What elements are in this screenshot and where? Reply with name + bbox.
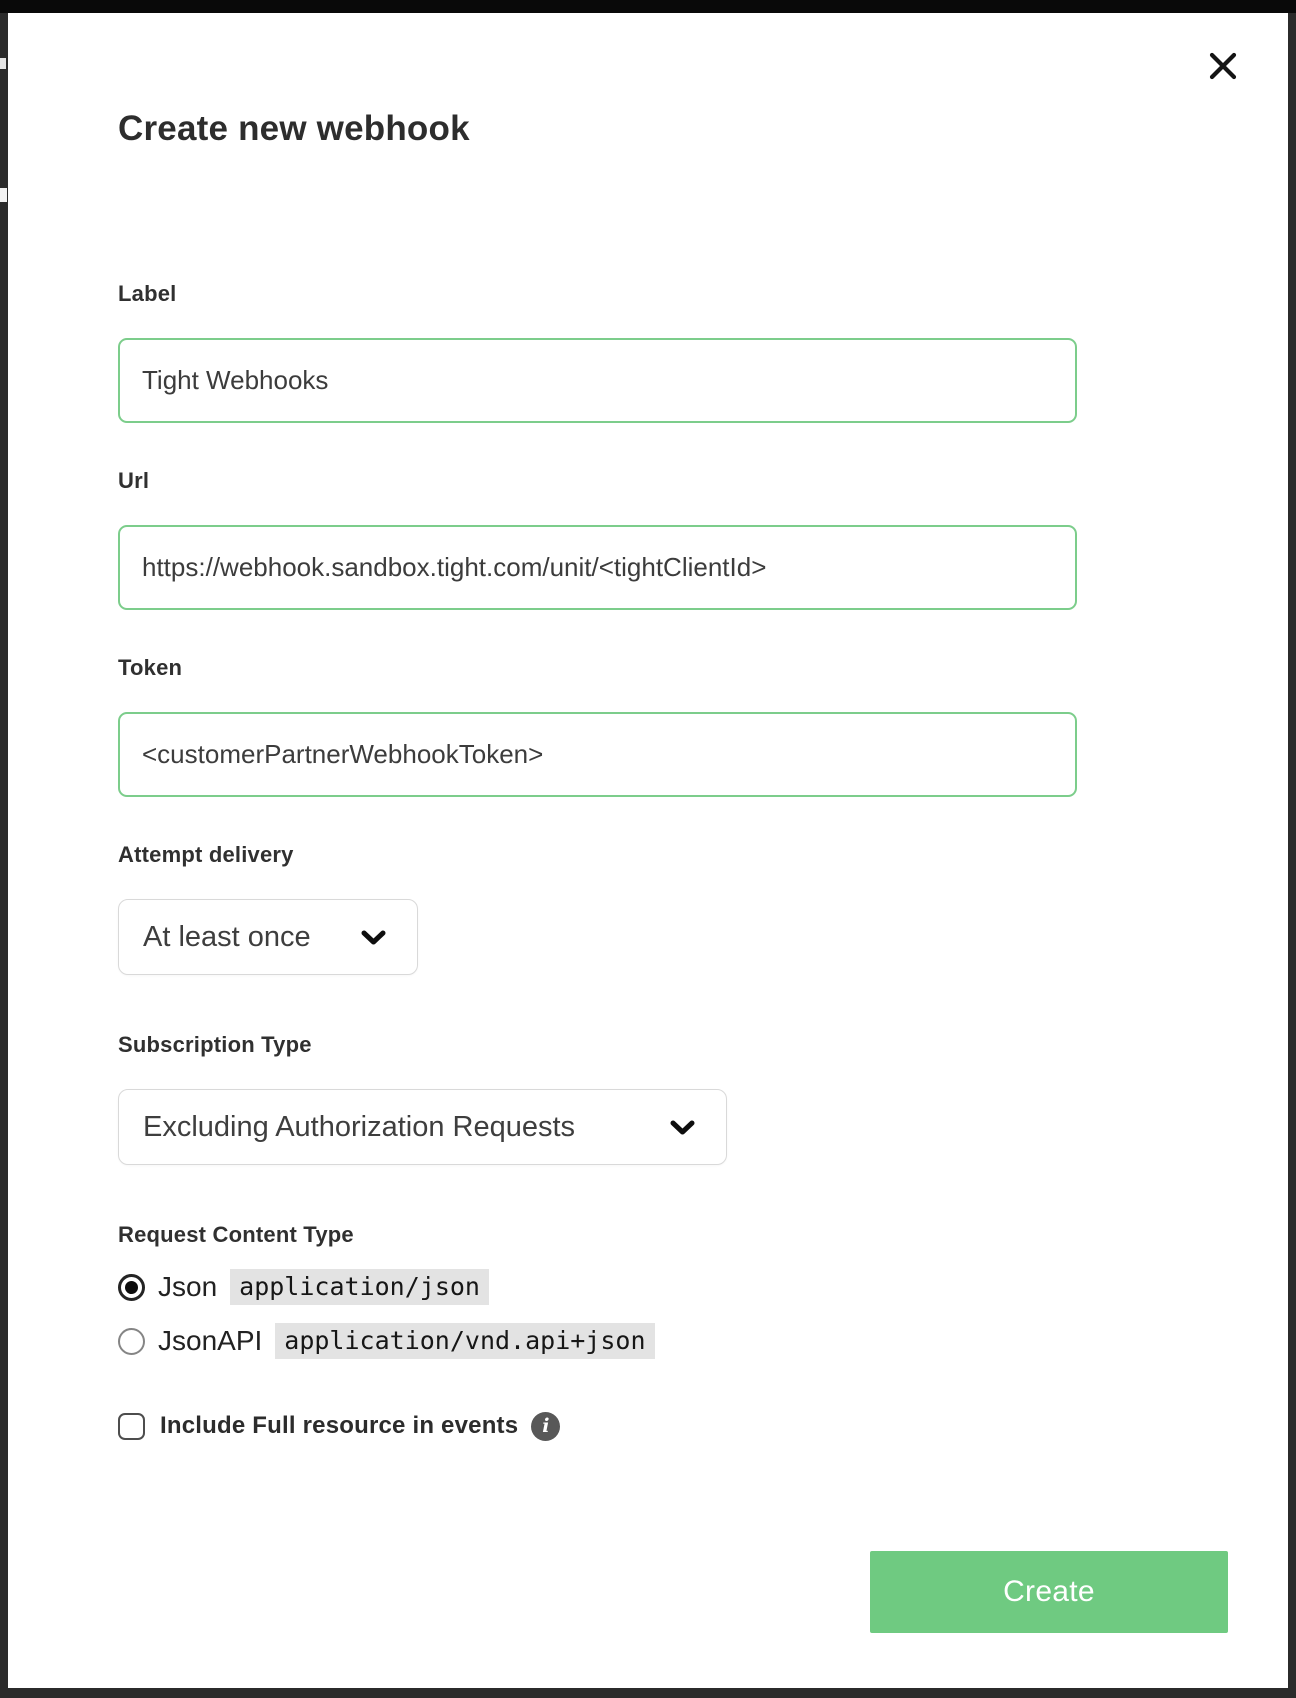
subscription-type-group xyxy=(118,1031,1228,1165)
token-field-group xyxy=(118,654,1228,797)
webhook-form xyxy=(118,280,1228,1633)
attempt-delivery-group xyxy=(118,841,1228,975)
radio-label-json: Json xyxy=(158,1271,218,1302)
request-content-type-group xyxy=(118,1221,1228,1357)
chevron-down-icon xyxy=(360,929,387,946)
close-icon xyxy=(1205,48,1241,84)
include-full-resource-checkbox[interactable] xyxy=(118,1413,145,1440)
label-field-label: Label xyxy=(118,281,177,306)
radio-button-jsonapi[interactable] xyxy=(118,1328,145,1355)
background-page-fragment xyxy=(0,58,6,69)
request-content-type-label: Request Content Type xyxy=(118,1222,354,1247)
include-full-resource-row[interactable] xyxy=(118,1411,1228,1441)
label-input[interactable] xyxy=(118,338,1077,423)
attempt-delivery-select[interactable] xyxy=(118,899,418,975)
info-icon[interactable]: i xyxy=(531,1412,560,1441)
label-field-group xyxy=(118,280,1228,423)
content-type-code-json: application/json xyxy=(230,1269,489,1305)
radio-button-json[interactable] xyxy=(118,1274,145,1301)
attempt-delivery-value: At least once xyxy=(143,920,311,953)
content-type-code-jsonapi: application/vnd.api+json xyxy=(275,1323,654,1359)
subscription-type-label: Subscription Type xyxy=(118,1032,312,1057)
url-input[interactable] xyxy=(118,525,1077,610)
token-field-label: Token xyxy=(118,655,183,680)
url-field-label: Url xyxy=(118,468,150,493)
radio-label-jsonapi: JsonAPI xyxy=(158,1325,263,1356)
radio-option-jsonapi[interactable] xyxy=(118,1325,1228,1357)
create-button[interactable]: Create xyxy=(870,1551,1228,1633)
backdrop-top-strip xyxy=(0,0,1296,13)
radio-option-json[interactable] xyxy=(118,1271,1228,1303)
modal-title: Create new webhook xyxy=(118,109,470,148)
token-input[interactable] xyxy=(118,712,1077,797)
url-field-group xyxy=(118,467,1228,610)
include-full-resource-label: Include Full resource in events xyxy=(160,1412,519,1439)
subscription-type-select[interactable] xyxy=(118,1089,727,1165)
background-page-fragment xyxy=(0,188,7,202)
close-button[interactable] xyxy=(1203,46,1243,86)
create-webhook-modal xyxy=(8,13,1288,1688)
attempt-delivery-label: Attempt delivery xyxy=(118,842,294,867)
chevron-down-icon xyxy=(669,1119,696,1136)
subscription-type-value: Excluding Authorization Requests xyxy=(143,1110,576,1143)
